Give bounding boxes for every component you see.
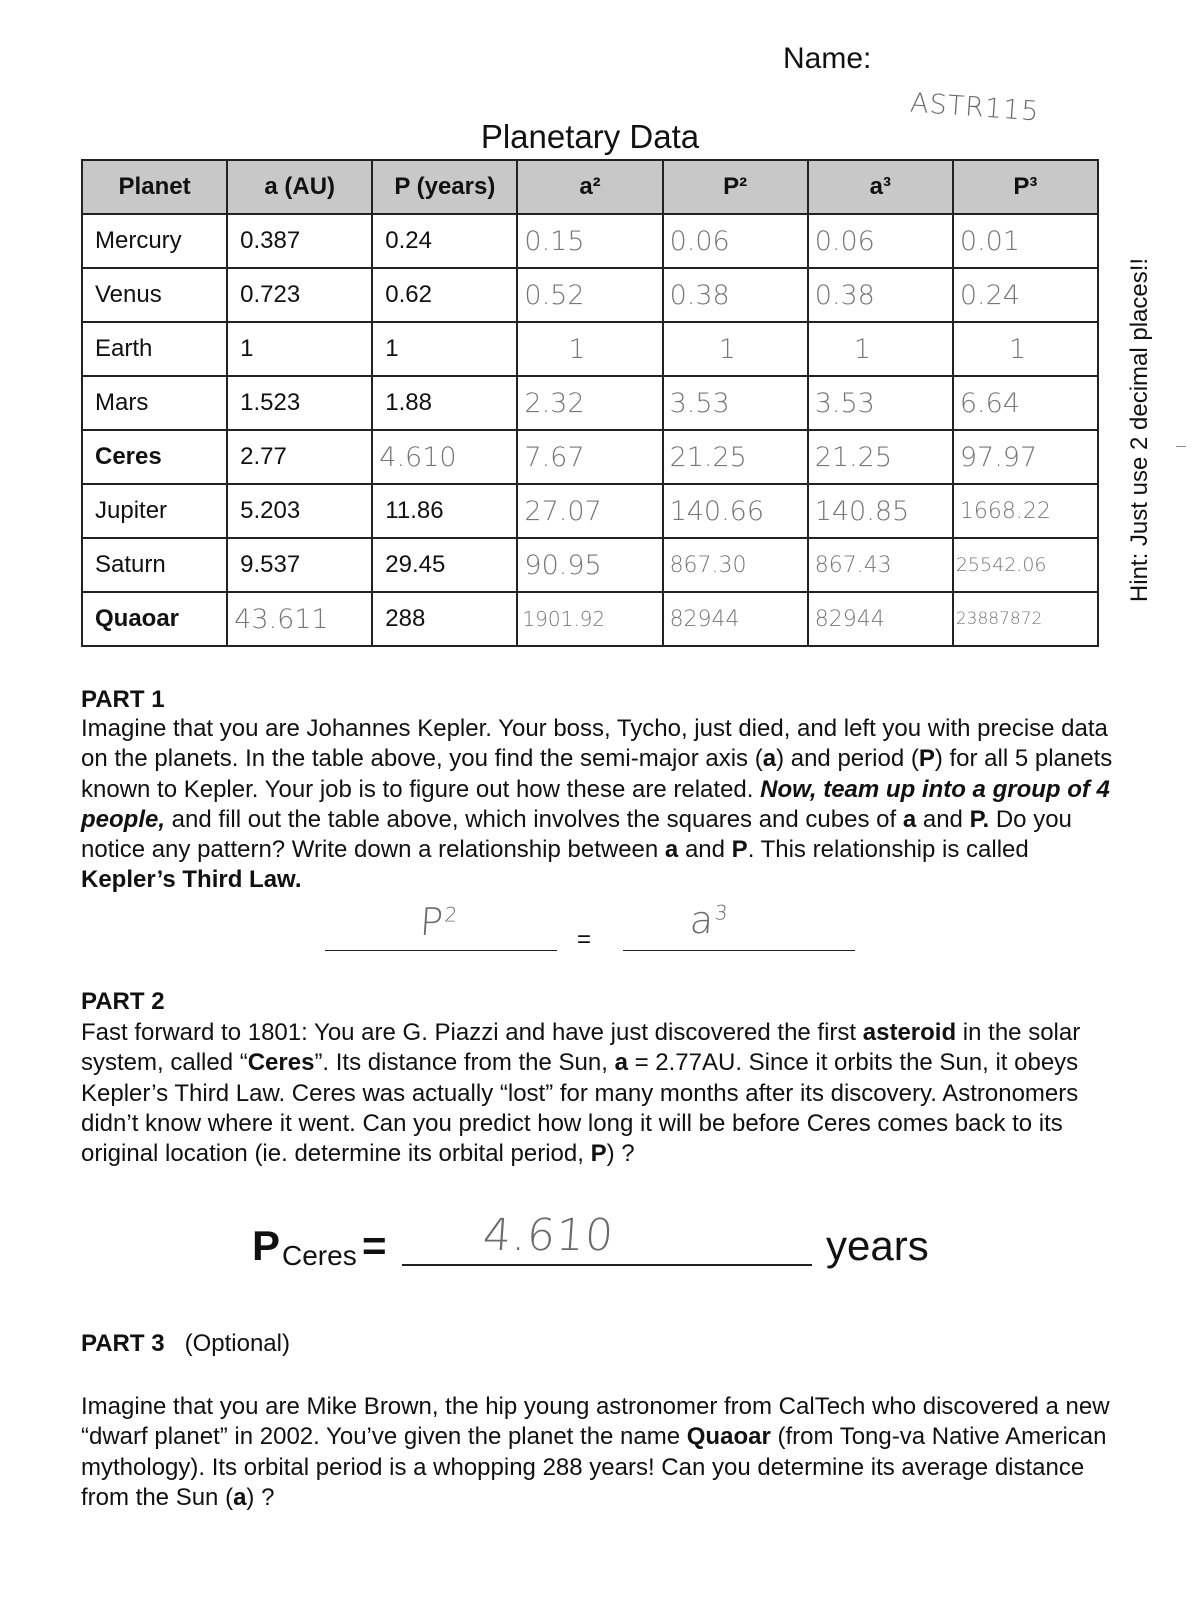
p-value: 0.24 — [372, 214, 517, 268]
part2-text: Fast forward to 1801: You are G. Piazzi and have just discovered the first asteroid in the solar system, called “Ceres”. Its distance from the Sun, a = 2.77AU. Since it orbits the Sun, it obeys Kepler’s Third Law. Ceres was actually “lost” for many months after its discovery. Astronomers didn’t know where it went. Can you predict how long it will be before Ceres comes back to its original location (ie. determine its orbital period, P) ? — [81, 1019, 1081, 1168]
planet-name: Mercury — [82, 214, 227, 268]
planet-name: Venus — [82, 268, 227, 322]
answer-line-right — [623, 950, 855, 951]
a-squared-input[interactable]: 7.67 — [517, 430, 662, 484]
column-header-p-cubed: P³ — [953, 160, 1098, 214]
equals-sign: = — [577, 926, 592, 953]
kepler-answer-right[interactable]: $a^3$ — [688, 898, 730, 942]
years-unit: years — [826, 1222, 929, 1269]
a-value: 1 — [227, 322, 372, 376]
p-value: 29.45 — [372, 538, 517, 592]
a-value: 9.537 — [227, 538, 372, 592]
a-value: 0.723 — [227, 268, 372, 322]
p-cubed-input[interactable]: 23887872 — [953, 592, 1098, 646]
p-value-input[interactable]: 4.610 — [372, 430, 517, 484]
a-cubed-input[interactable]: 3.53 — [808, 376, 953, 430]
p-value: 0.62 — [372, 268, 517, 322]
p-cubed-input[interactable]: 6.64 — [953, 376, 1098, 430]
a-cubed-input[interactable]: 0.38 — [808, 268, 953, 322]
p-ceres-equals: = — [362, 1222, 387, 1269]
part3-text: Imagine that you are Mike Brown, the hip young astronomer from CalTech who discovered a new “dwarf planet” in 2002. You’ve given the planet the name Quaoar (from Tong-va Native American mythology). Its orbital period is a whopping 288 years! Can you determine its average distance from the Sun (a) ? — [81, 1393, 1110, 1511]
planet-name: Quaoar — [82, 592, 227, 646]
column-header-a: a (AU) — [227, 160, 372, 214]
planet-name: Mars — [82, 376, 227, 430]
a-squared-input[interactable]: 1 — [517, 322, 662, 376]
p-value: 288 — [372, 592, 517, 646]
planet-name: Ceres — [82, 430, 227, 484]
planet-name: Earth — [82, 322, 227, 376]
table-row — [82, 322, 1098, 376]
a-value: 1.523 — [227, 376, 372, 430]
p-squared-input[interactable]: 867.30 — [663, 538, 808, 592]
part2-heading: PART 2 — [81, 988, 165, 1015]
p-cubed-input[interactable]: 1668.22 — [953, 484, 1098, 538]
table-header-row — [82, 160, 1098, 214]
p-squared-input[interactable]: 0.38 — [663, 268, 808, 322]
planetary-data-table — [81, 159, 1099, 647]
a-squared-input[interactable]: 0.52 — [517, 268, 662, 322]
a-squared-input[interactable]: 0.15 — [517, 214, 662, 268]
name-label: Name: — [783, 42, 872, 75]
a-cubed-input[interactable]: 82944 — [808, 592, 953, 646]
column-header-planet: Planet — [82, 160, 227, 214]
p-squared-input[interactable]: 3.53 — [663, 376, 808, 430]
column-header-a-cubed: a³ — [808, 160, 953, 214]
a-cubed-input[interactable]: 1 — [808, 322, 953, 376]
margin-dash — [1176, 446, 1186, 447]
p-cubed-input[interactable]: 25542.06 — [953, 538, 1098, 592]
p-squared-input[interactable]: 0.06 — [663, 214, 808, 268]
planet-name: Jupiter — [82, 484, 227, 538]
table-row — [82, 538, 1098, 592]
column-header-p: P (years) — [372, 160, 517, 214]
table-row — [82, 430, 1098, 484]
a-value: 2.77 — [227, 430, 372, 484]
kepler-answer-left[interactable]: $P^2$ — [418, 900, 460, 944]
a-value: 0.387 — [227, 214, 372, 268]
p-squared-input[interactable]: 1 — [663, 322, 808, 376]
p-ceres-subscript: Ceres — [282, 1240, 357, 1271]
planet-name: Saturn — [82, 538, 227, 592]
table-row — [82, 268, 1098, 322]
p-squared-input[interactable]: 21.25 — [663, 430, 808, 484]
a-squared-input[interactable]: 27.07 — [517, 484, 662, 538]
a-value: 5.203 — [227, 484, 372, 538]
table-row — [82, 376, 1098, 430]
a-cubed-input[interactable]: 21.25 — [808, 430, 953, 484]
table-title: Planetary Data — [480, 118, 700, 155]
part3-heading: PART 3 (Optional) — [81, 1330, 290, 1357]
a-squared-input[interactable]: 1901.92 — [517, 592, 662, 646]
p-value: 11.86 — [372, 484, 517, 538]
a-cubed-input[interactable]: 867.43 — [808, 538, 953, 592]
table-row — [82, 592, 1098, 646]
table-row — [82, 214, 1098, 268]
ceres-answer-line — [402, 1264, 812, 1266]
p-squared-input[interactable]: 140.66 — [663, 484, 808, 538]
p-squared-input[interactable]: 82944 — [663, 592, 808, 646]
p-value: 1.88 — [372, 376, 517, 430]
p-cubed-input[interactable]: 97.97 — [953, 430, 1098, 484]
p-cubed-input[interactable]: 0.01 — [953, 214, 1098, 268]
a-squared-input[interactable]: 2.32 — [517, 376, 662, 430]
a-squared-input[interactable]: 90.95 — [517, 538, 662, 592]
p-cubed-input[interactable]: 1 — [953, 322, 1098, 376]
table-row — [82, 484, 1098, 538]
answer-line-left — [325, 950, 557, 951]
p-ceres-label: P — [252, 1222, 281, 1269]
course-code-handwritten: ASTR115 — [909, 87, 1041, 128]
column-header-p-squared: P² — [663, 160, 808, 214]
ceres-period-answer[interactable]: 4.610 — [481, 1210, 616, 1261]
a-cubed-input[interactable]: 0.06 — [808, 214, 953, 268]
part1-heading: PART 1 — [81, 686, 165, 713]
a-cubed-input[interactable]: 140.85 — [808, 484, 953, 538]
column-header-a-squared: a² — [517, 160, 662, 214]
p-cubed-input[interactable]: 0.24 — [953, 268, 1098, 322]
hint-text: Hint: Just use 2 decimal places!! — [1126, 257, 1153, 603]
p-value: 1 — [372, 322, 517, 376]
a-value-input[interactable]: 43.611 — [227, 592, 372, 646]
part1-text: Imagine that you are Johannes Kepler. Your boss, Tycho, just died, and left you with precise data on the planets. In the table above, you find the semi-major axis (a) and period (P) for all 5 planets known to Kepler. Your job is to figure out how these are related. Now, team up into a group of 4 people, and fill out the table above, which involves the squares and cubes of a and P. Do you notice any pattern? Write down a relationship between a and P. This relationship is called Kepler’s Third Law. — [81, 715, 1113, 894]
